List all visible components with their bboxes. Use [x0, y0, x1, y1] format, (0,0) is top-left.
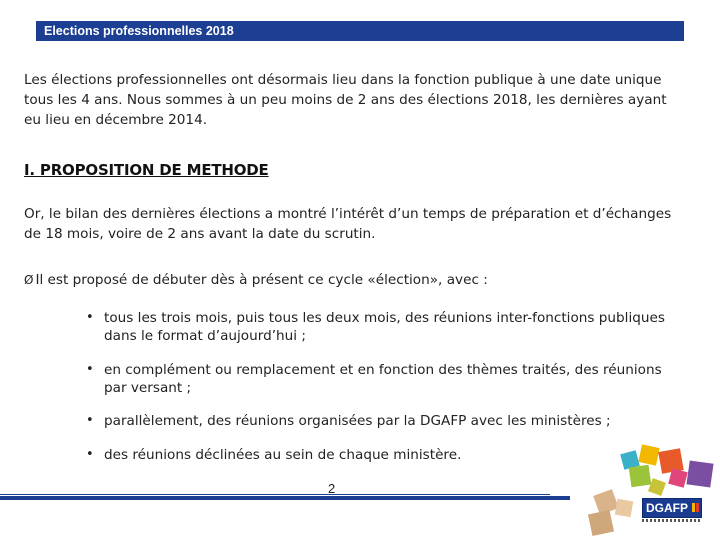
dgafp-logo-text: DGAFP	[646, 501, 688, 515]
bullet-icon: •	[86, 310, 94, 325]
section-heading: I. PROPOSITION DE METHODE	[24, 161, 269, 179]
bullet-icon: •	[86, 413, 94, 428]
dgafp-badge	[642, 498, 702, 518]
page-number: 2	[328, 481, 336, 496]
bullet-text: en complément ou remplacement et en fonction des thèmes traités, des réunions par versant ;	[104, 362, 662, 396]
bullet-icon: •	[86, 447, 94, 462]
footer-divider	[0, 496, 570, 500]
bullet-text: parallèlement, des réunions organisées par la DGAFP avec les ministères ;	[104, 413, 611, 429]
proposal-paragraph	[24, 270, 684, 290]
bullet-icon: •	[86, 362, 94, 377]
bullet-text: des réunions déclinées au sein de chaque ministère.	[104, 447, 462, 463]
proposal-text: Il est proposé de débuter dès à présent ce cycle «élection», avec :	[35, 272, 488, 288]
intro-paragraph: Les élections professionnelles ont désormais lieu dans la fonction publique à une date unique tous les 4 ans. Nous sommes à un peu moins de 2 ans des élections 2018, les dernières ayant eu lieu en décembre 2014.	[24, 72, 667, 128]
dgafp-subtitle-line	[642, 519, 700, 522]
flag-stripe-icon	[696, 503, 699, 512]
logo-squares-icon	[580, 440, 720, 540]
arrow-bullet-icon: Ø	[24, 273, 34, 287]
header-title: Elections professionnelles 2018	[44, 24, 234, 38]
dgafp-logo	[580, 440, 720, 540]
flag-stripe-icon	[692, 503, 695, 512]
header-bar	[36, 21, 684, 41]
bilan-paragraph: Or, le bilan des dernières élections a montré l’intérêt d’un temps de préparation et d’échanges de 18 mois, voire de 2 ans avant la date du scrutin.	[24, 206, 672, 242]
bullet-text: tous les trois mois, puis tous les deux mois, des réunions inter-fonctions publiques dans le format d’aujourd’hui ;	[104, 310, 665, 344]
footer-divider-thin	[0, 494, 550, 495]
